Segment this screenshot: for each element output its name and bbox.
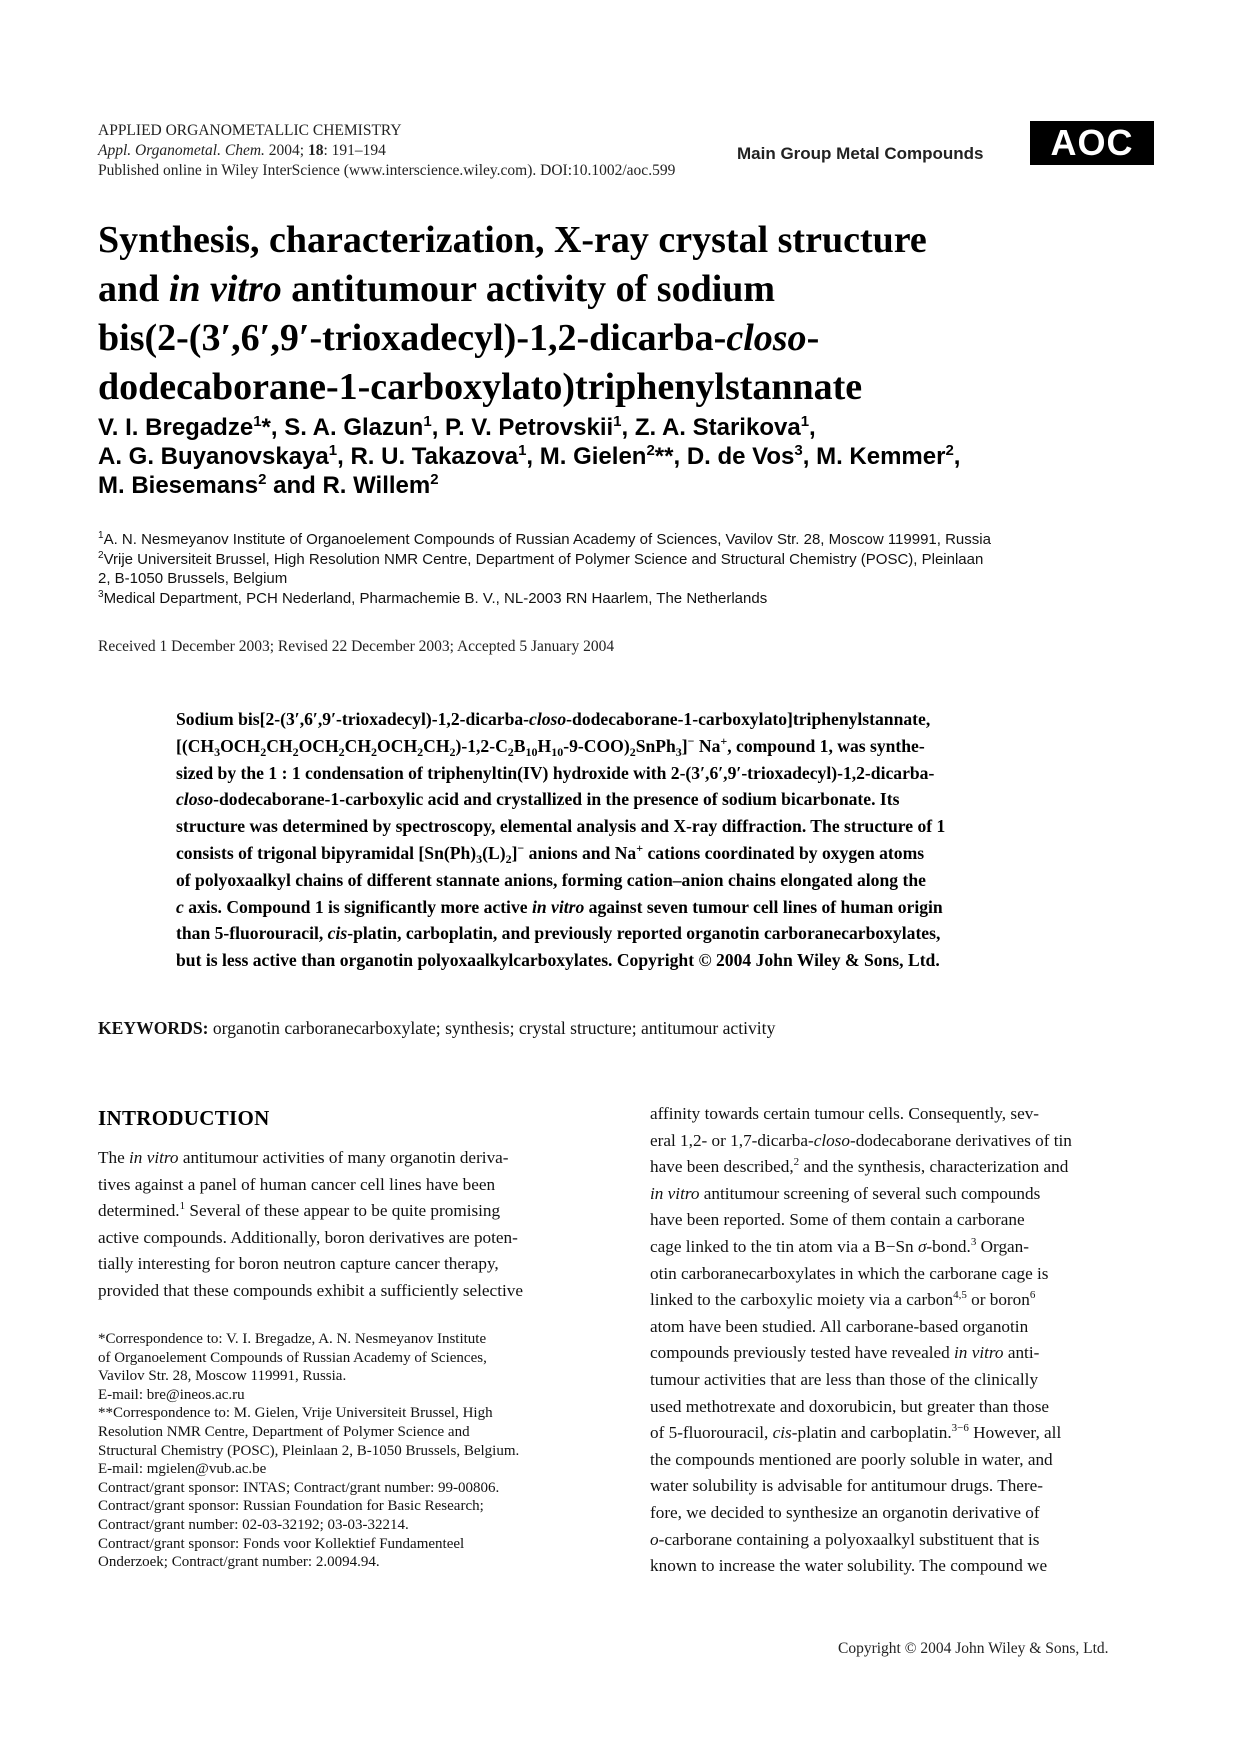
correspondence-footnote [98, 1330, 598, 1572]
body-line: active compounds. Additionally, boron derivatives are poten- [98, 1227, 518, 1247]
author-affil-sup: 2 [430, 471, 439, 488]
author-line [98, 471, 1158, 500]
citation-ref: 4,5 [953, 1289, 967, 1302]
author-affil-sup: 2 [646, 442, 655, 459]
citation-ref: 2 [793, 1156, 800, 1169]
formula-text: OCH [220, 735, 261, 756]
journal-header [98, 121, 675, 181]
journal-logo-badge: AOC [1030, 121, 1154, 165]
body-line: water solubility is advisable for antitumour drugs. There- [650, 1476, 1043, 1496]
abstract-line [176, 840, 1074, 867]
body-line: fore, we decided to synthesize an organotin derivative of [650, 1502, 1040, 1522]
formula-text: Na [694, 735, 721, 756]
formula-sup: − [687, 733, 695, 748]
title-italic: in vitro [168, 268, 282, 310]
formula-sup: + [720, 733, 728, 748]
section-heading: INTRODUCTION [98, 1106, 270, 1130]
title-text: and [98, 268, 169, 310]
title-line [98, 265, 1158, 314]
affil-number: 2 [98, 549, 104, 561]
article-title [98, 216, 1158, 412]
body-italic: o [650, 1529, 659, 1549]
formula-sub: 3 [476, 851, 483, 866]
formula-sup: − [517, 840, 525, 855]
body-line: tives against a panel of human cancer cell lines have been [98, 1174, 496, 1194]
published-online: Published online in Wiley InterScience (www.interscience.wiley.com). DOI:10.1002/aoc.599 [98, 162, 676, 179]
affiliation [98, 589, 1158, 609]
abstract-line: of polyoxaalkyl chains of different stannate anions, forming cation–anion chains elongated along the [176, 869, 926, 890]
author: Z. A. Starikova [634, 414, 801, 441]
body-text: anti- [1003, 1343, 1040, 1363]
citation-ref: 3−6 [951, 1422, 969, 1435]
citation-volume: 18 [307, 142, 324, 159]
body-text: compounds previously tested have revealed [650, 1343, 955, 1363]
body-line: atom have been studied. All carborane-based organotin [650, 1316, 1029, 1336]
affil-text: A. N. Nesmeyanov Institute of Organoelement Compounds of Russian Academy of Sciences, Vavilov Str. 28, Moscow 119991, Russia [103, 531, 991, 548]
body-text: cage linked to the tin atom via a B−Sn [650, 1236, 918, 1256]
body-italic: in vitro [129, 1148, 179, 1167]
formula-sub: 10 [525, 744, 538, 759]
body-italic: cis [772, 1423, 792, 1443]
body-line [650, 1128, 1150, 1155]
author: R. Willem [322, 472, 431, 499]
body-line [650, 1234, 1150, 1261]
keywords [98, 1018, 775, 1039]
citation-year: 2004; [268, 142, 305, 159]
abstract-line: but is less active than organotin polyoxaalkylcarboxylates. Copyright © 2004 John Wiley & Sons, Ltd. [176, 950, 940, 971]
formula-sub: 2 [629, 744, 636, 759]
section-label: Main Group Metal Compounds [737, 144, 984, 163]
formula-sup: + [636, 840, 644, 855]
author: M. Gielen [539, 443, 647, 470]
formula-text: CH [344, 735, 372, 756]
body-line: tially interesting for boron neutron capture cancer therapy, [98, 1254, 499, 1274]
abstract-line [176, 920, 1074, 947]
body-line [98, 1198, 596, 1225]
footnote-email[interactable]: E-mail: bre@ineos.ac.ru [98, 1386, 245, 1403]
body-italic: closo [813, 1130, 850, 1150]
citation-journal: Appl. Organometal. Chem. [98, 142, 265, 159]
body-text: antitumour activities of many organotin deriva- [178, 1148, 509, 1167]
author: A. G. Buyanovskaya [98, 443, 329, 470]
author-affil-sup: 1 [328, 442, 338, 459]
formula-text: -9-COO) [563, 735, 630, 756]
affiliation [98, 550, 1158, 570]
body-text: -carborane containing a polyoxaalkyl substituent that is [658, 1529, 1040, 1549]
footnote-line: *Correspondence to: V. I. Bregadze, A. N. Nesmeyanov Institute [98, 1331, 487, 1347]
author-affil-sup: 1 [613, 413, 622, 430]
author-sep: , [802, 443, 817, 470]
body-text: have been described, [650, 1157, 794, 1177]
footnote-line: Contract/grant number: 02-03-32192; 03-03-32214. [98, 1516, 409, 1533]
title-line: dodecaborane-1-carboxylato)triphenylstannate [98, 366, 863, 408]
footnote-line: **Correspondence to: M. Gielen, Vrije Universiteit Brussel, High [98, 1405, 493, 1422]
body-line [650, 1420, 1150, 1447]
formula-sub: 2 [507, 744, 514, 759]
affil-number: 1 [98, 530, 104, 541]
intro-paragraph [98, 1145, 596, 1305]
body-line: have been reported. Some of them contain a carborane [650, 1210, 1025, 1230]
formula-text: ] [681, 735, 688, 756]
body-italic: in vitro [954, 1343, 1004, 1363]
citation-ref: 1 [179, 1200, 186, 1213]
author-sep: , [621, 414, 635, 441]
author: M. Kemmer [816, 443, 946, 470]
abstract-text: cations coordinated by oxygen atoms [643, 842, 925, 863]
affiliation [98, 530, 1158, 550]
abstract-text: anions and Na [524, 842, 637, 863]
footnote-line: of Organoelement Compounds of Russian Academy of Sciences, [98, 1349, 487, 1366]
formula-sub: 2 [449, 744, 456, 759]
formula-sub: 2 [371, 744, 378, 759]
abstract-text: (L) [482, 842, 506, 863]
body-text: However, all [968, 1423, 1062, 1443]
author-affil-sup: 1 [518, 442, 527, 459]
abstract-line [176, 786, 1074, 813]
body-line [650, 1527, 1150, 1554]
formula-text: CH [266, 735, 293, 756]
formula-sub: 2 [260, 744, 267, 759]
copyright-notice: Copyright © 2004 John Wiley & Sons, Ltd. [838, 1640, 1109, 1657]
abstract-line [176, 706, 1074, 733]
body-text: determined. [98, 1201, 180, 1221]
abstract-text: axis. Compound 1 is significantly more active [183, 896, 532, 917]
abstract-italic: cis [327, 923, 348, 944]
author-list [98, 413, 1158, 500]
body-line [650, 1340, 1150, 1367]
author-sep: , [953, 443, 961, 470]
author-sep: **, [654, 443, 687, 470]
body-line: the compounds mentioned are poorly soluble in water, and [650, 1449, 1053, 1469]
formula-text: OCH [377, 735, 418, 756]
author: M. Biesemans [98, 472, 259, 499]
abstract-line [176, 733, 1074, 760]
title-line [98, 314, 1158, 363]
author-line [98, 413, 1158, 442]
body-line [650, 1154, 1150, 1181]
title-text: bis(2-(3′,6′,9′-trioxadecyl)-1,2-dicarba- [98, 317, 727, 359]
body-line: used methotrexate and doxorubicin, but greater than those [650, 1396, 1050, 1416]
abstract-text: -platin, carboplatin, and previously reported organotin carboranecarboxylates, [347, 923, 941, 944]
formula-sub: 2 [505, 851, 512, 866]
keywords-label: KEYWORDS: [98, 1018, 209, 1038]
body-text: and the synthesis, characterization and [799, 1157, 1069, 1177]
body-line: otin carboranecarboxylates in which the carborane cage is [650, 1263, 1049, 1283]
body-text: antitumour screening of several such compounds [699, 1183, 1041, 1203]
affil-text: Medical Department, PCH Nederland, Pharmachemie B. V., NL-2003 RN Haarlem, The Netherlands [103, 589, 768, 607]
author-sep: , [809, 414, 816, 441]
body-line: provided that these compounds exhibit a sufficiently selective [98, 1280, 523, 1300]
body-text: eral 1,2- or 1,7-dicarba- [650, 1130, 814, 1150]
formula-sub: 10 [551, 744, 564, 759]
footnote-line: Onderzoek; Contract/grant number: 2.0094.94. [98, 1554, 380, 1571]
formula-text: OCH [298, 735, 339, 756]
intro-paragraph-continued [650, 1101, 1150, 1580]
body-text: -dodecaborane derivatives of tin [849, 1130, 1072, 1150]
author-affil-sup: 2 [258, 471, 267, 488]
abstract-italic: in vitro [531, 896, 585, 917]
formula-sub: 2 [292, 744, 299, 759]
author-sep: , [431, 414, 446, 441]
author-sep: , [337, 443, 351, 470]
body-line: affinity towards certain tumour cells. Consequently, sev- [650, 1104, 1040, 1123]
abstract-italic: closo [529, 709, 567, 729]
footnote-line: Contract/grant sponsor: Fonds voor Kollektief Fundamenteel [98, 1535, 465, 1552]
formula-sub: 3 [675, 744, 682, 759]
abstract-text: ] [511, 842, 518, 863]
title-text: - [806, 317, 820, 359]
body-line: tumour activities that are less than those of the clinically [650, 1369, 1039, 1389]
footnote-line: Vavilov Str. 28, Moscow 119991, Russia. [98, 1368, 347, 1385]
abstract-text: than 5-fluorouracil, [176, 923, 328, 944]
body-text: linked to the carboxylic moiety via a carbon [650, 1290, 954, 1310]
article-dates: Received 1 December 2003; Revised 22 December 2003; Accepted 5 January 2004 [98, 638, 615, 655]
body-italic: in vitro [650, 1183, 700, 1203]
abstract-italic: c [176, 896, 184, 917]
author: R. U. Takazova [350, 443, 519, 470]
body-text: The [98, 1148, 130, 1167]
footnote-line: Contract/grant sponsor: Russian Foundation for Basic Research; [98, 1498, 484, 1515]
footnote-line: Resolution NMR Centre, Department of Polymer Science and [98, 1423, 470, 1440]
formula-text: [(CH [176, 735, 215, 756]
abstract-text: -dodecaborane-1-carboxylato]triphenylstannate, [566, 709, 931, 729]
body-line [650, 1287, 1150, 1314]
author: V. I. Bregadze [98, 414, 254, 441]
author: P. V. Petrovskii [445, 414, 614, 441]
author-sep: and [266, 472, 323, 499]
body-text: of 5-fluorouracil, [650, 1423, 773, 1443]
citation-ref: 6 [1029, 1289, 1036, 1302]
body-text: or boron [966, 1290, 1030, 1310]
citation-pages: : 191–194 [323, 142, 386, 159]
abstract-line: structure was determined by spectroscopy, elemental analysis and X-ray diffraction. The structure of 1 [176, 816, 946, 837]
author-line [98, 442, 1158, 471]
author-affil-sup: 3 [794, 442, 803, 459]
formula-text: CH [423, 735, 450, 756]
affiliation-cont: 2, B-1050 Brussels, Belgium [98, 570, 288, 587]
journal-name: APPLIED ORGANOMETALLIC CHEMISTRY [98, 122, 402, 139]
formula-text: SnPh [635, 735, 676, 756]
author-sep: *, [261, 414, 285, 441]
abstract-line: sized by the 1 : 1 condensation of triphenyltin(IV) hydroxide with 2-(3′,6′,9′-trioxadecyl)-1,2-dicarba- [176, 762, 935, 783]
author-affil-sup: 1 [423, 413, 432, 430]
title-italic: closo [726, 317, 807, 359]
formula-sub: 2 [417, 744, 424, 759]
author: S. A. Glazun [284, 414, 424, 441]
journal-citation [98, 141, 675, 161]
affil-number: 3 [98, 588, 104, 600]
abstract-text: Sodium bis[2-(3′,6′,9′-trioxadecyl)-1,2-dicarba- [176, 709, 530, 729]
title-line: Synthesis, characterization, X-ray crystal structure [98, 219, 927, 261]
author: D. de Vos [686, 443, 795, 470]
author-affil-sup: 1 [253, 413, 262, 430]
keywords-text: organotin carboranecarboxylate; synthesis; crystal structure; antitumour activity [208, 1018, 776, 1038]
affiliations [98, 530, 1158, 608]
body-text: Several of these appear to be quite promising [185, 1201, 501, 1221]
abstract-line [176, 894, 1074, 921]
footnote-line: Structural Chemistry (POSC), Pleinlaan 2, B-1050 Brussels, Belgium. [98, 1442, 520, 1459]
body-text: Organ- [976, 1236, 1029, 1256]
abstract-text: , compound 1, was synthe- [727, 735, 925, 756]
body-text: -platin and carboplatin. [791, 1423, 952, 1443]
footnote-line: Contract/grant sponsor: INTAS; Contract/grant number: 99-00806. [98, 1479, 500, 1496]
body-text: -bond. [926, 1236, 971, 1256]
author-affil-sup: 2 [945, 442, 954, 459]
abstract-text: consists of trigonal bipyramidal [Sn(Ph) [176, 842, 477, 863]
body-line [98, 1145, 596, 1172]
abstract-text: -dodecaborane-1-carboxylic acid and crystallized in the presence of sodium bicarbonate. Its [213, 789, 900, 810]
body-italic: σ [917, 1236, 927, 1256]
formula-sub: 3 [214, 744, 221, 759]
author-affil-sup: 1 [800, 413, 810, 430]
citation-ref: 3 [970, 1235, 977, 1248]
formula-text: B [513, 735, 526, 756]
affil-text: Vrije Universiteit Brussel, High Resolution NMR Centre, Department of Polymer Science and Structural Chemistry (POSC), Pleinlaan [103, 550, 984, 568]
formula-text: H [537, 735, 552, 756]
body-line [650, 1181, 1150, 1208]
footnote-email[interactable]: E-mail: mgielen@vub.ac.be [98, 1461, 267, 1478]
formula-text: )-1,2-C [455, 735, 508, 756]
body-line: known to increase the water solubility. The compound we [650, 1556, 1048, 1576]
abstract [176, 706, 1074, 974]
formula-sub: 2 [338, 744, 345, 759]
author-sep: , [526, 443, 540, 470]
abstract-italic: closo [176, 789, 214, 810]
title-text: antitumour activity of sodium [281, 268, 776, 310]
abstract-text: against seven tumour cell lines of human origin [584, 896, 943, 917]
